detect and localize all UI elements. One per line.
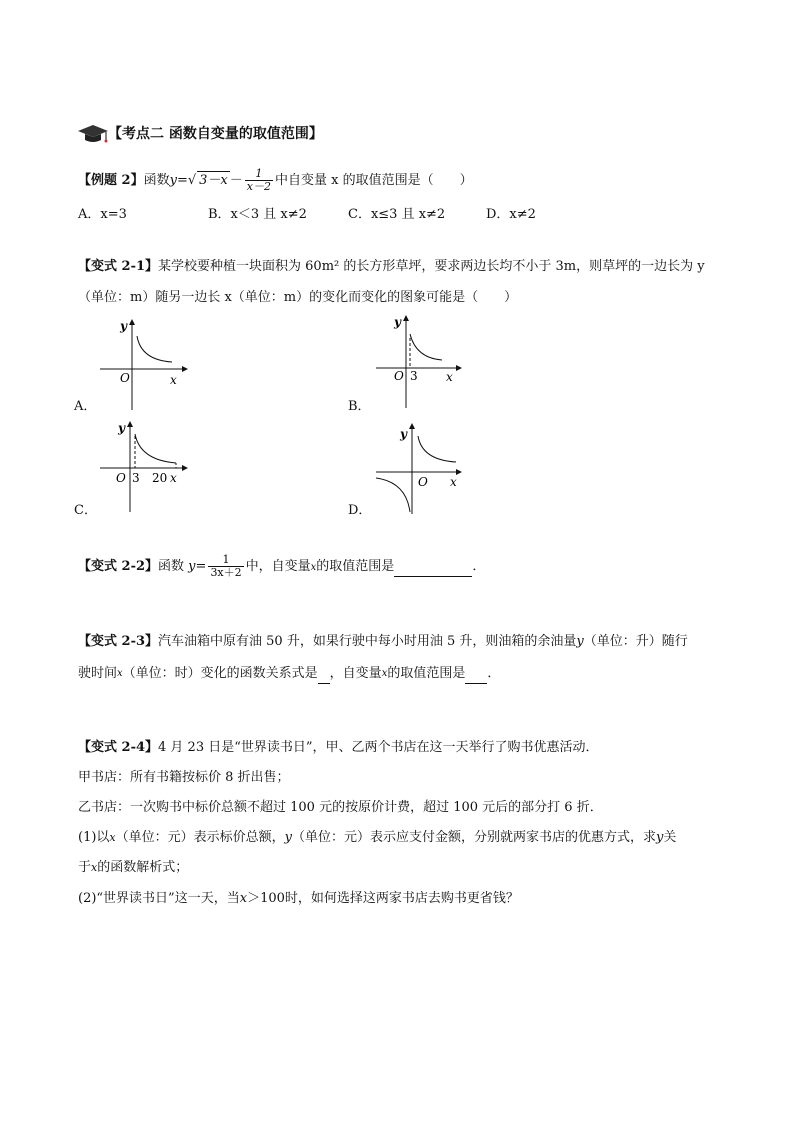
text-d: 关	[663, 830, 677, 845]
graph-a-label: A．	[74, 399, 97, 414]
var-x: x	[109, 831, 116, 844]
graph-c-tick-20: 20	[152, 471, 168, 485]
variation-2-2-text-a: 中，自变量	[245, 559, 311, 574]
variation-2-4-line5	[78, 859, 188, 877]
variation-2-1-tag: 【变式 2-1】	[78, 259, 159, 274]
period: ．	[487, 666, 501, 681]
example-2-tail: 中自变量 x 的取值范围是（ ）	[274, 173, 473, 188]
var-y: y	[656, 830, 664, 845]
graph-d-x-label: x	[450, 475, 457, 489]
variation-2-3-line1	[78, 633, 688, 651]
variation-2-1-text1: 某学校要种植一块面积为 60m² 的长方形草坪，要求两边长均不小于 3m，则草坪的一边长为 y	[158, 259, 705, 274]
answer-blank-1[interactable]	[318, 665, 330, 684]
example-2-option-b: B．x＜3 且 x≠2	[208, 207, 307, 222]
graph-b-tick-3: 3	[410, 369, 418, 383]
variation-2-3-tag: 【变式 2-3】	[78, 634, 159, 649]
graph-b-y-label: y	[394, 315, 401, 329]
text-a: (1)以	[78, 830, 110, 845]
example-2-question: 【例题 2】函数y=√ 3－x － $\frac{1}{x-2}$ 中自变量 x 的取值范围是（ ）	[78, 167, 473, 193]
var-x: x	[381, 668, 388, 679]
var-x: x	[239, 891, 248, 906]
variation-2-3-text-a: 汽车油箱中原有油 50 升，如果行驶中每小时用油 5 升，则油箱的余油量	[158, 634, 577, 649]
variation-2-4-line2: 甲书店：所有书籍按标价 8 折出售；	[78, 770, 290, 785]
graph-a-x-label: x	[170, 373, 177, 387]
example-2-option-c: C．x≤3 且 x≠2	[348, 207, 446, 222]
graph-a	[96, 316, 196, 412]
graph-d-origin: O	[418, 475, 428, 489]
example-2-option-a: A．x=3	[78, 207, 127, 222]
graph-c-label: C．	[74, 503, 97, 518]
answer-blank-2[interactable]	[465, 665, 487, 684]
graph-a-y-label: y	[120, 319, 127, 333]
fraction: $\frac{1}{3x+2}$	[210, 553, 242, 579]
example-2-lead: 函数	[143, 173, 170, 188]
graph-b-label: B．	[348, 399, 371, 414]
text-e: 于	[78, 860, 92, 875]
section-title: 【考点二 函数自变量的取值范围】	[108, 126, 323, 142]
variation-2-3-text-d: （单位：时）变化的函数关系式是	[122, 666, 318, 681]
graph-c	[96, 418, 196, 514]
variation-2-3-line2	[78, 665, 500, 684]
graph-b-x-label: x	[446, 370, 453, 384]
variation-2-2-lead: 函数	[158, 559, 185, 574]
var-x: x	[91, 861, 98, 874]
graph-c-tick-3: 3	[132, 471, 140, 485]
variation-2-4-line6	[78, 890, 519, 908]
variation-2-3-text-c: 驶时间	[78, 666, 118, 681]
graduation-cap-icon	[76, 123, 110, 143]
var-y: y	[284, 830, 293, 845]
graph-d-label: D．	[348, 503, 372, 518]
variation-2-1-line1	[78, 258, 705, 276]
variation-2-4-tag: 【变式 2-4】	[78, 740, 159, 755]
variation-2-1-line2: （单位：m）随另一边长 x（单位：m）的变化而变化的图象可能是（ ）	[78, 290, 518, 305]
var-x: x	[117, 668, 123, 679]
text-g: (2)“世界读书日”这一天，当	[78, 891, 240, 906]
graph-c-y-label: y	[118, 421, 125, 435]
example-2-option-d: D．x≠2	[486, 207, 536, 222]
graph-a-origin: O	[120, 371, 130, 385]
graph-d-y-label: y	[400, 427, 407, 441]
variation-2-4-line1	[78, 739, 599, 757]
text-b: （单位：元）表示标价总额，	[115, 830, 285, 845]
variation-2-4-line3: 乙书店：一次购书中标价总额不超过 100 元的按原价计费，超过 100 元后的部分打 6 折．	[78, 800, 603, 815]
variation-2-4-text1: 4 月 23 日是“世界读书日”，甲、乙两个书店在这一天举行了购书优惠活动．	[158, 740, 599, 755]
var-y: y	[169, 173, 177, 188]
fraction: $\frac{1}{x-2}$	[246, 167, 271, 193]
variation-2-2-tag: 【变式 2-2】	[78, 559, 159, 574]
graph-c-origin: O	[116, 471, 126, 485]
variation-2-3-text-f: 的取值范围是	[387, 666, 466, 681]
variation-2-3-text-b: （单位：升）随行	[583, 634, 688, 649]
variation-2-3-text-e: ，自变量	[329, 666, 382, 681]
graph-b-origin: O	[394, 369, 404, 383]
text-f: 的函数解析式；	[97, 860, 189, 875]
answer-blank[interactable]	[394, 558, 472, 577]
minus-sign: －	[229, 173, 243, 188]
variation-2-2-text-b: 的取值范围是	[316, 559, 395, 574]
text-c: （单位：元）表示应支付金额，分别就两家书店的优惠方式，求	[292, 830, 657, 845]
variation-2-2-question	[78, 554, 485, 579]
equals-sign: =	[195, 559, 207, 574]
variation-2-4-line4	[78, 829, 676, 847]
var-x: x	[310, 562, 317, 573]
graph-c-x-label: x	[170, 471, 177, 485]
period: ．	[472, 559, 486, 574]
var-y: y	[576, 634, 584, 649]
equals-sign: =	[176, 173, 188, 188]
example-2-tag: 【例题 2】	[78, 173, 144, 188]
sqrt-radicand: 3－x	[199, 173, 228, 188]
graph-b	[372, 312, 472, 410]
graph-d	[372, 420, 472, 516]
text-h: ＞100时，如何选择这两家书店去购书更省钱？	[247, 891, 519, 906]
var-y: y	[188, 559, 196, 574]
